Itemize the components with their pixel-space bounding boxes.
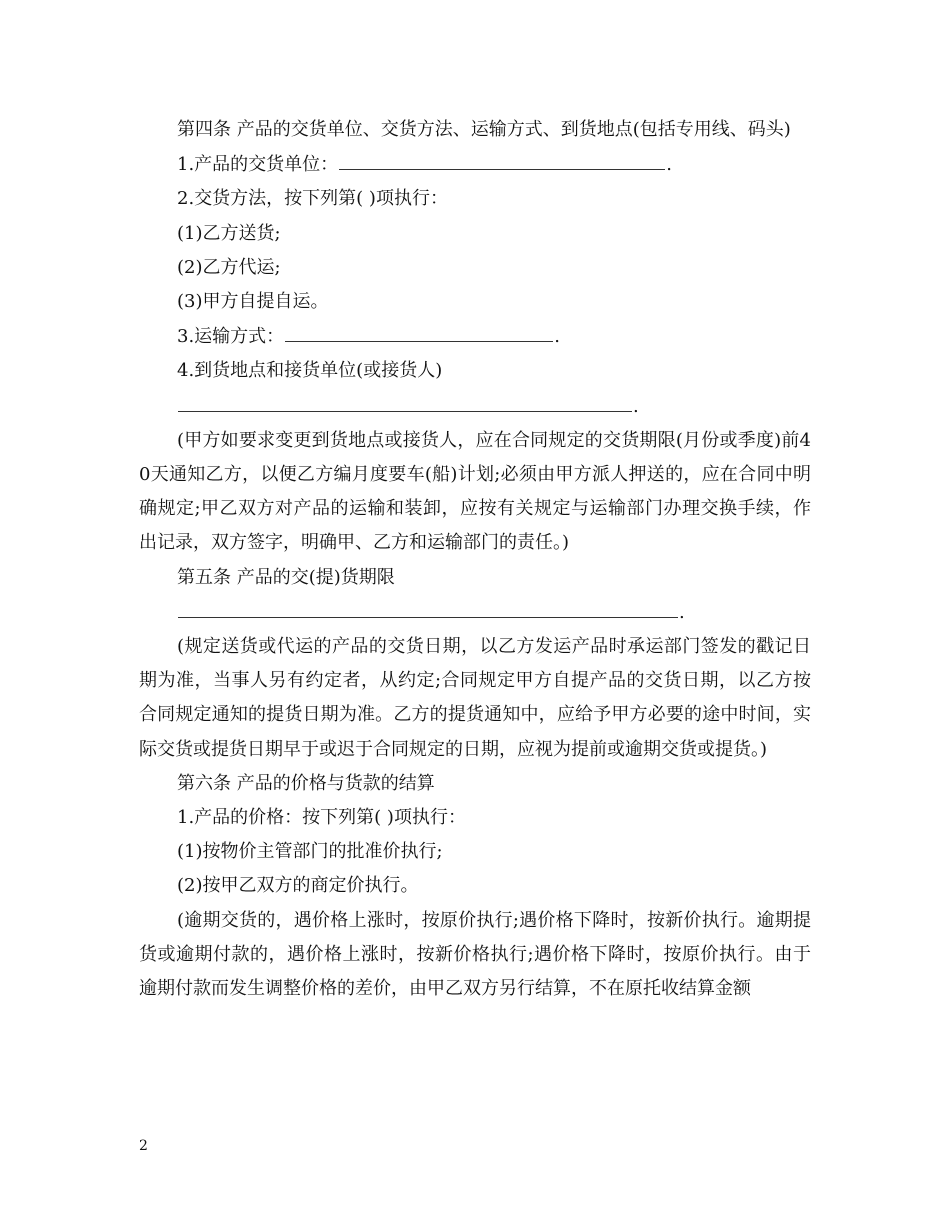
item-4-end: . — [633, 395, 639, 417]
article-6-note: (逾期交货的，遇价格上涨时，按原价执行;遇价格下降时，按新价执行。逾期提货或逾期付款的，遇价格上涨时，按新价格执行;遇价格下降时，按原价执行。由于逾期付款而发生调整价格的差价，由甲乙双方另行结算，不在原托收结算金额 — [139, 909, 811, 1000]
delivery-option-2: (2)乙方代运; — [177, 256, 281, 278]
article-4-item-2: 2.交货方法，按下列第( )项执行： — [177, 188, 448, 210]
article-4-heading: 第四条 产品的交货单位、交货方法、运输方式、到货地点(包括专用线、码头) — [177, 119, 791, 140]
article-4-item-4: 4.到货地点和接货单位(或接货人) — [177, 360, 443, 382]
article-5-line — [139, 595, 811, 630]
article-4-item-4-line — [139, 389, 811, 424]
article-6-item-1: 1.产品的价格：按下列第( )项执行： — [177, 807, 466, 829]
article-4-note: (甲方如要求变更到货地点或接货人，应在合同规定的交货期限(月份或季度)前40天通知乙方，以便乙方编月度要车(船)计划;必须由甲方派人押送的，应在合同中明确规定;甲乙双方对产品的运输和装卸，应按有关规定与运输部门办理交换手续，作出记录，双方签字，明确甲、乙方和运输部门的责任。) — [139, 429, 811, 554]
article-5-note: (规定送货或代运的产品的交货日期，以乙方发运产品时承运部门签发的戳记日期为准，当事人另有约定者，从约定;合同规定甲方自提产品的交货日期，以乙方按合同规定通知的提货日期为准。乙方的提货通知中，应给予甲方必要的途中时间，实际交货或提货日期早于或迟于合同规定的日期，应视为提前或逾期交货或提货。) — [139, 636, 811, 760]
delivery-deadline-blank[interactable] — [178, 595, 678, 618]
article-5-heading: 第五条 产品的交(提)货期限 — [177, 566, 395, 588]
delivery-option-3: (3)甲方自提自运。 — [177, 291, 329, 313]
price-option-1: (1)按物价主管部门的批准价执行; — [177, 841, 443, 863]
article-4-item-3 — [139, 319, 811, 354]
article-4-item-1 — [139, 147, 811, 182]
contract-body — [139, 113, 811, 1006]
transport-method-blank[interactable] — [285, 319, 553, 342]
price-option-2: (2)按甲乙双方的商定价执行。 — [177, 875, 419, 897]
item-1-end: . — [666, 154, 672, 176]
page-number: 2 — [139, 1138, 148, 1154]
delivery-unit-blank[interactable] — [339, 147, 665, 170]
delivery-option-1: (1)乙方送货; — [177, 222, 281, 244]
item-3-end: . — [554, 326, 560, 348]
item-3-label: 3.运输方式： — [177, 326, 285, 348]
item-1-label: 1.产品的交货单位： — [177, 154, 339, 176]
article-6-heading: 第六条 产品的价格与货款的结算 — [177, 772, 435, 794]
destination-blank[interactable] — [178, 389, 632, 412]
article-5-end: . — [679, 601, 685, 623]
